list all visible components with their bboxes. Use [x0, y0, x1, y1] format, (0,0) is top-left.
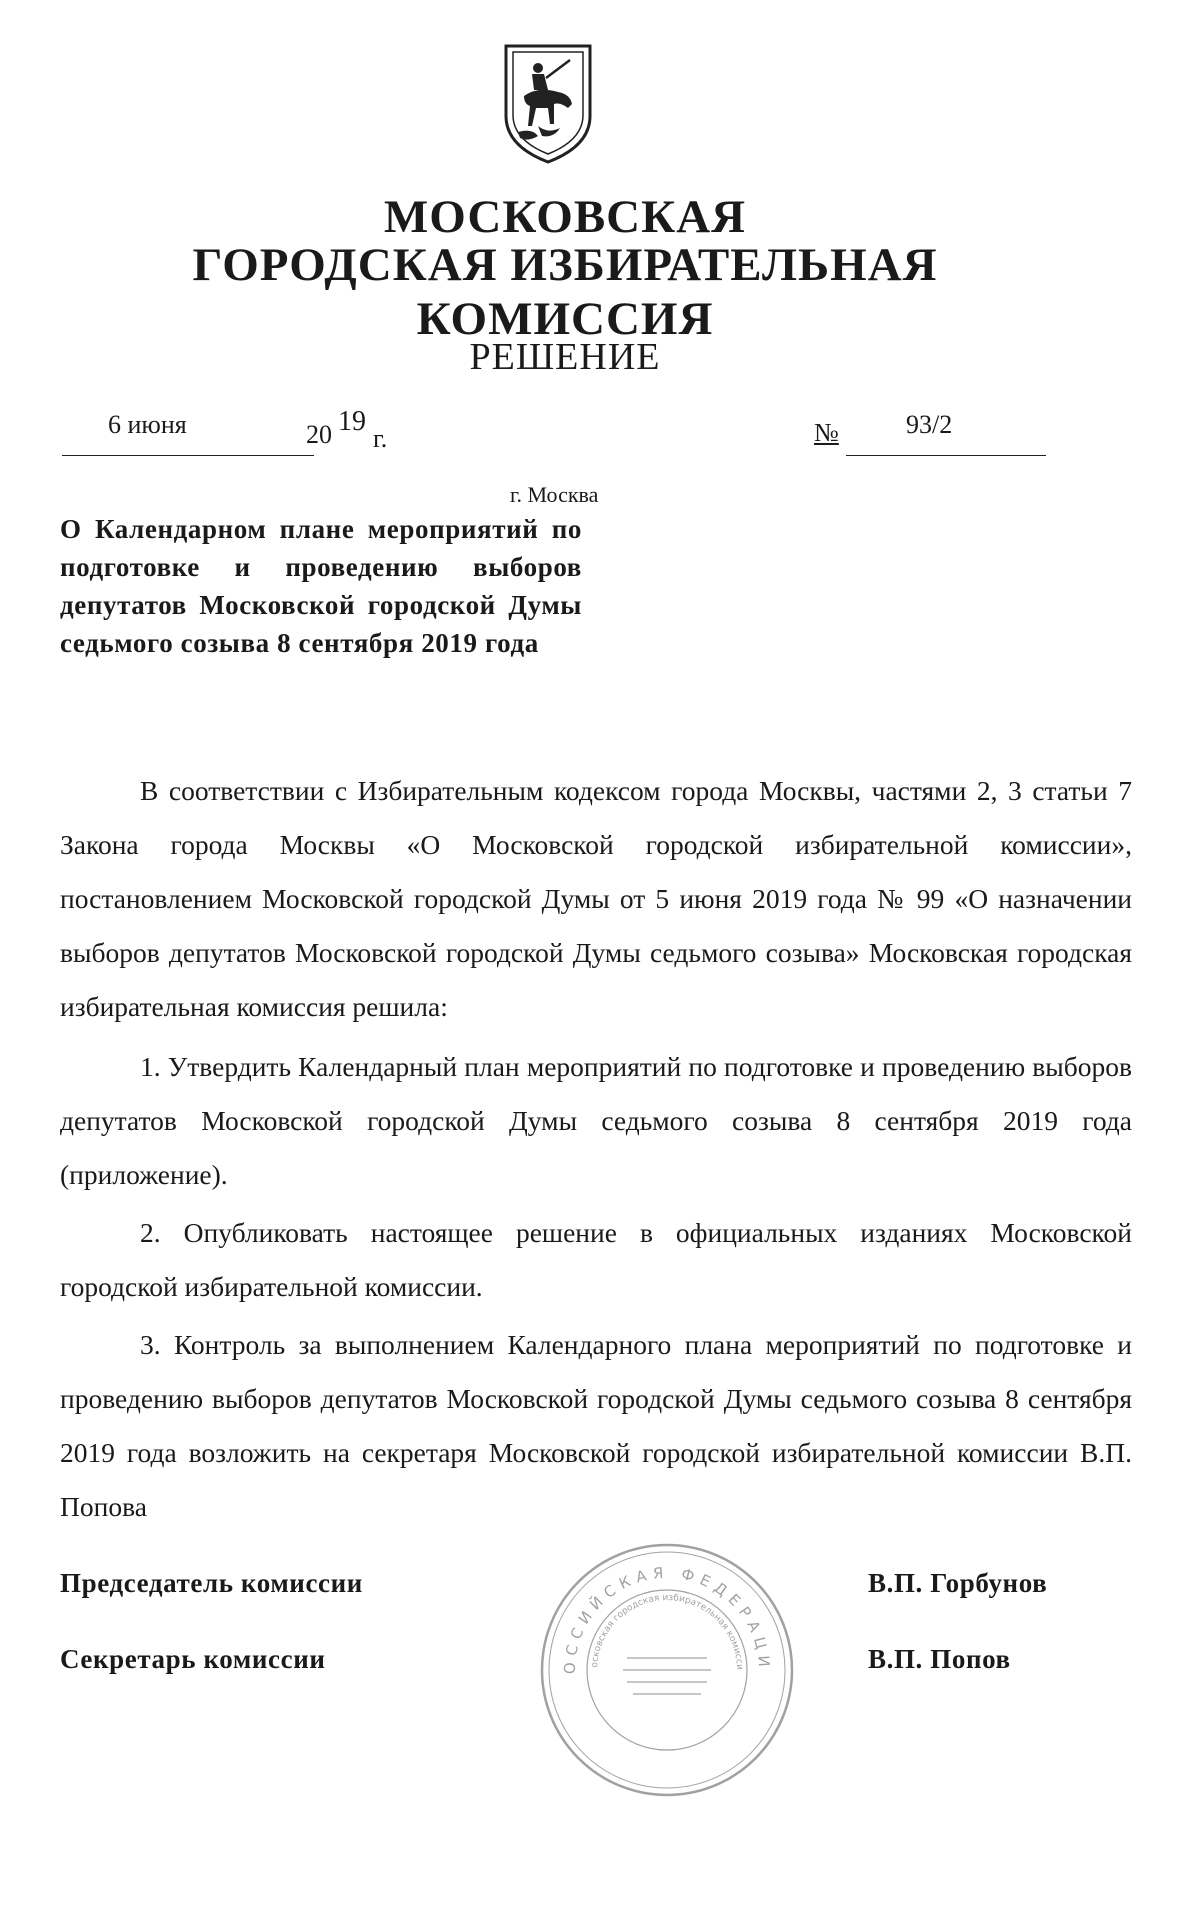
stamp-outer-text: ОССИЙСКАЯ ФЕДЕРАЦИ — [560, 1563, 774, 1675]
organization-name-line2: ГОРОДСКАЯ ИЗБИРАТЕЛЬНАЯ КОМИССИЯ — [192, 239, 938, 345]
number-underline — [846, 455, 1046, 456]
organization-name-line1: МОСКОВСКАЯ — [383, 191, 747, 243]
moscow-coat-of-arms-icon — [498, 38, 598, 168]
chairman-title: Председатель комиссии — [60, 1568, 363, 1598]
body-item-1: 1. Утвердить Календарный план мероприятий по подготовке и проведению выборов депутатов Московской городской Думы седьмого созыва 8 сентября 2019 года (приложение). — [60, 1051, 1132, 1190]
decision-date-day: 6 июня — [108, 410, 187, 439]
date-underline — [62, 455, 314, 456]
official-seal-stamp — [535, 1538, 800, 1803]
decision-number-value: 93/2 — [906, 410, 953, 439]
secretary-title: Секретарь комиссии — [60, 1644, 326, 1674]
body-intro-paragraph: В соответствии с Избирательным кодексом города Москвы, частями 2, 3 статьи 7 Закона города Москвы «О Московской городской избирательной комиссии», постановлением Московской городской Думы от 5 июня 2019 года № 99 «О назначении выборов депутатов Московской городской Думы седьмого созыва» Московская городская избирательная комиссия решила: — [60, 775, 1132, 1022]
decision-year-prefix: 20 — [306, 420, 332, 449]
decision-year-suffix: 19 — [338, 406, 366, 437]
stamp-inner-text: осковская городская избирательная комисси — [590, 1592, 745, 1671]
secretary-name: В.П. Попов — [868, 1644, 1011, 1674]
city-name: г. Москва — [510, 482, 599, 507]
body-item-2: 2. Опубликовать настоящее решение в официальных изданиях Московской городской избирательной комиссии. — [60, 1217, 1132, 1302]
decision-number-label: № — [814, 418, 839, 447]
decision-year-abbrev: г. — [373, 424, 388, 453]
chairman-name: В.П. Горбунов — [868, 1568, 1048, 1598]
decision-subject: О Календарном плане мероприятий по подготовке и проведению выборов депутатов Московской городской Думы седьмого созыва 8 сентября 2019 года — [60, 514, 582, 658]
document-type-title: РЕШЕНИЕ — [469, 336, 661, 378]
body-item-3: 3. Контроль за выполнением Календарного плана мероприятий по подготовке и проведению выборов депутатов Московской городской Думы седьмого созыва 8 сентября 2019 года возложить на секретаря Московской городской избирательной комиссии В.П. Попова — [60, 1329, 1132, 1522]
